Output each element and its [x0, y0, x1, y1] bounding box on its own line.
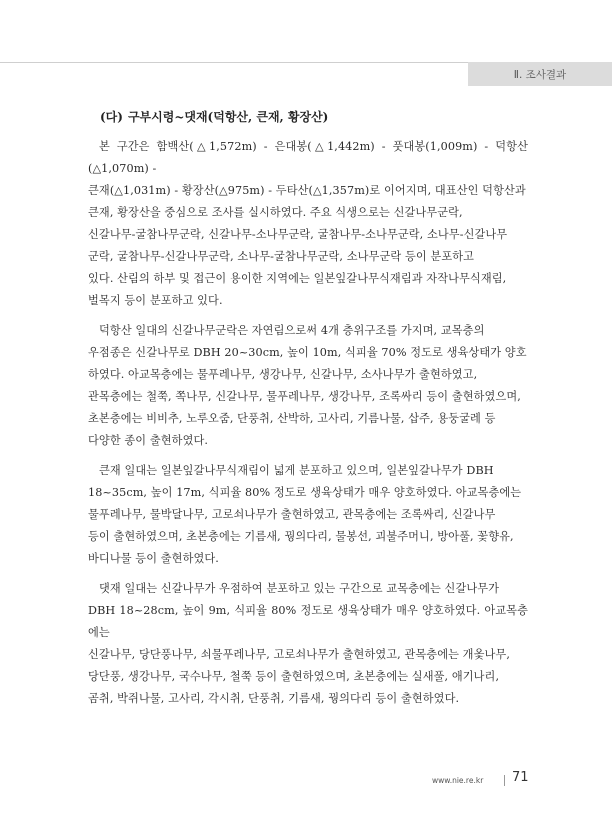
- footer-url: www.nie.re.kr: [432, 776, 484, 785]
- text-line: 댓재 일대는 신갈나무가 우점하여 분포하고 있는 구간으로 교목층에는 신갈나무가: [99, 582, 500, 595]
- page-content: [88, 108, 528, 718]
- paragraph: [88, 320, 528, 452]
- text-line: 초본층에는 비비추, 노루오줌, 단풍취, 산박하, 고사리, 기름나물, 삽주, 용둥굴레 등: [88, 412, 496, 425]
- paragraph: [88, 136, 528, 312]
- text-line: 관목층에는 철쭉, 쪽나무, 신갈나무, 물푸레나무, 생강나무, 조록싸리 등이 출현하였으며,: [88, 390, 521, 403]
- section-marker: (다): [100, 110, 123, 124]
- text-line: 큰재(△1,031m) - 황장산(△975m) - 두타산(△1,357m)로 이어지며, 대표산인 덕항산과: [88, 184, 526, 197]
- text-line: 큰재 일대는 일본잎갈나무식재림이 넓게 분포하고 있으며, 일본잎갈나무가 DBH: [99, 464, 494, 477]
- text-line: 곰취, 박쥐나물, 고사리, 각시취, 단풍취, 기름새, 꿩의다리 등이 출현하였다.: [88, 692, 460, 705]
- footer-divider: [504, 775, 505, 786]
- text-line: 군락, 굴참나무-신갈나무군락, 소나무-굴참나무군락, 소나무군락 등이 분포하고: [88, 250, 475, 263]
- text-line: 18~35cm, 높이 17m, 식피율 80% 정도로 생육상태가 매우 양호하였다. 아교목층에는: [88, 486, 522, 499]
- text-line: 덕항산 일대의 신갈나무군락은 자연림으로써 4개 층위구조를 가지며, 교목층의: [99, 324, 485, 337]
- text-line: DBH 18~28cm, 높이 9m, 식피율 80% 정도로 생육상태가 매우 양호하였다. 아교목층에는: [88, 604, 528, 639]
- section-title-text: 구부시령~댓재(덕항산, 큰재, 황장산): [127, 110, 329, 124]
- text-line: 다양한 종이 출현하였다.: [88, 434, 209, 447]
- text-line: 벌목지 등이 분포하고 있다.: [88, 294, 223, 307]
- text-line: 하였다. 아교목층에는 물푸레나무, 생강나무, 신갈나무, 소사나무가 출현하였고,: [88, 368, 478, 381]
- text-line: 당단풍, 생강나무, 국수나무, 철쭉 등이 출현하였으며, 초본층에는 실새풀, 애기나리,: [88, 670, 500, 683]
- text-line: 우점종은 신갈나무로 DBH 20~30cm, 높이 10m, 식피율 70% 정도로 생육상태가 양호: [88, 346, 527, 359]
- paragraph: [88, 460, 528, 570]
- chapter-tab: Ⅱ. 조사결과: [468, 62, 612, 86]
- text-line: 물푸레나무, 물박달나무, 고로쇠나무가 출현하였고, 관목층에는 조록싸리, 신갈나무: [88, 508, 496, 521]
- text-line: 등이 출현하였으며, 초본층에는 기름새, 꿩의다리, 물봉선, 괴불주머니, 방아풀, 꽃향유,: [88, 530, 514, 543]
- paragraph: [88, 578, 528, 710]
- text-line: 본 구간은 함백산(△1,572m) - 은대봉(△1,442m) - 풋대봉(1,009m) - 덕항산(△1,070m) -: [88, 140, 528, 175]
- text-line: 신갈나무, 당단풍나무, 쇠물푸레나무, 고로쇠나무가 출현하였고, 관목층에는 개옻나무,: [88, 648, 510, 661]
- text-line: 큰재, 황장산을 중심으로 조사를 실시하였다. 주요 식생으로는 신갈나무군락,: [88, 206, 463, 219]
- text-line: 신갈나무-굴참나무군락, 신갈나무-소나무군락, 굴참나무-소나무군락, 소나무-신갈나무: [88, 228, 508, 241]
- page-number: 71: [512, 770, 529, 785]
- text-line: 있다. 산림의 하부 및 접근이 용이한 지역에는 일본잎갈나무식재림과 자작나무식재림,: [88, 272, 507, 285]
- section-title: [100, 108, 528, 126]
- text-line: 바디나물 등이 출현하였다.: [88, 552, 219, 565]
